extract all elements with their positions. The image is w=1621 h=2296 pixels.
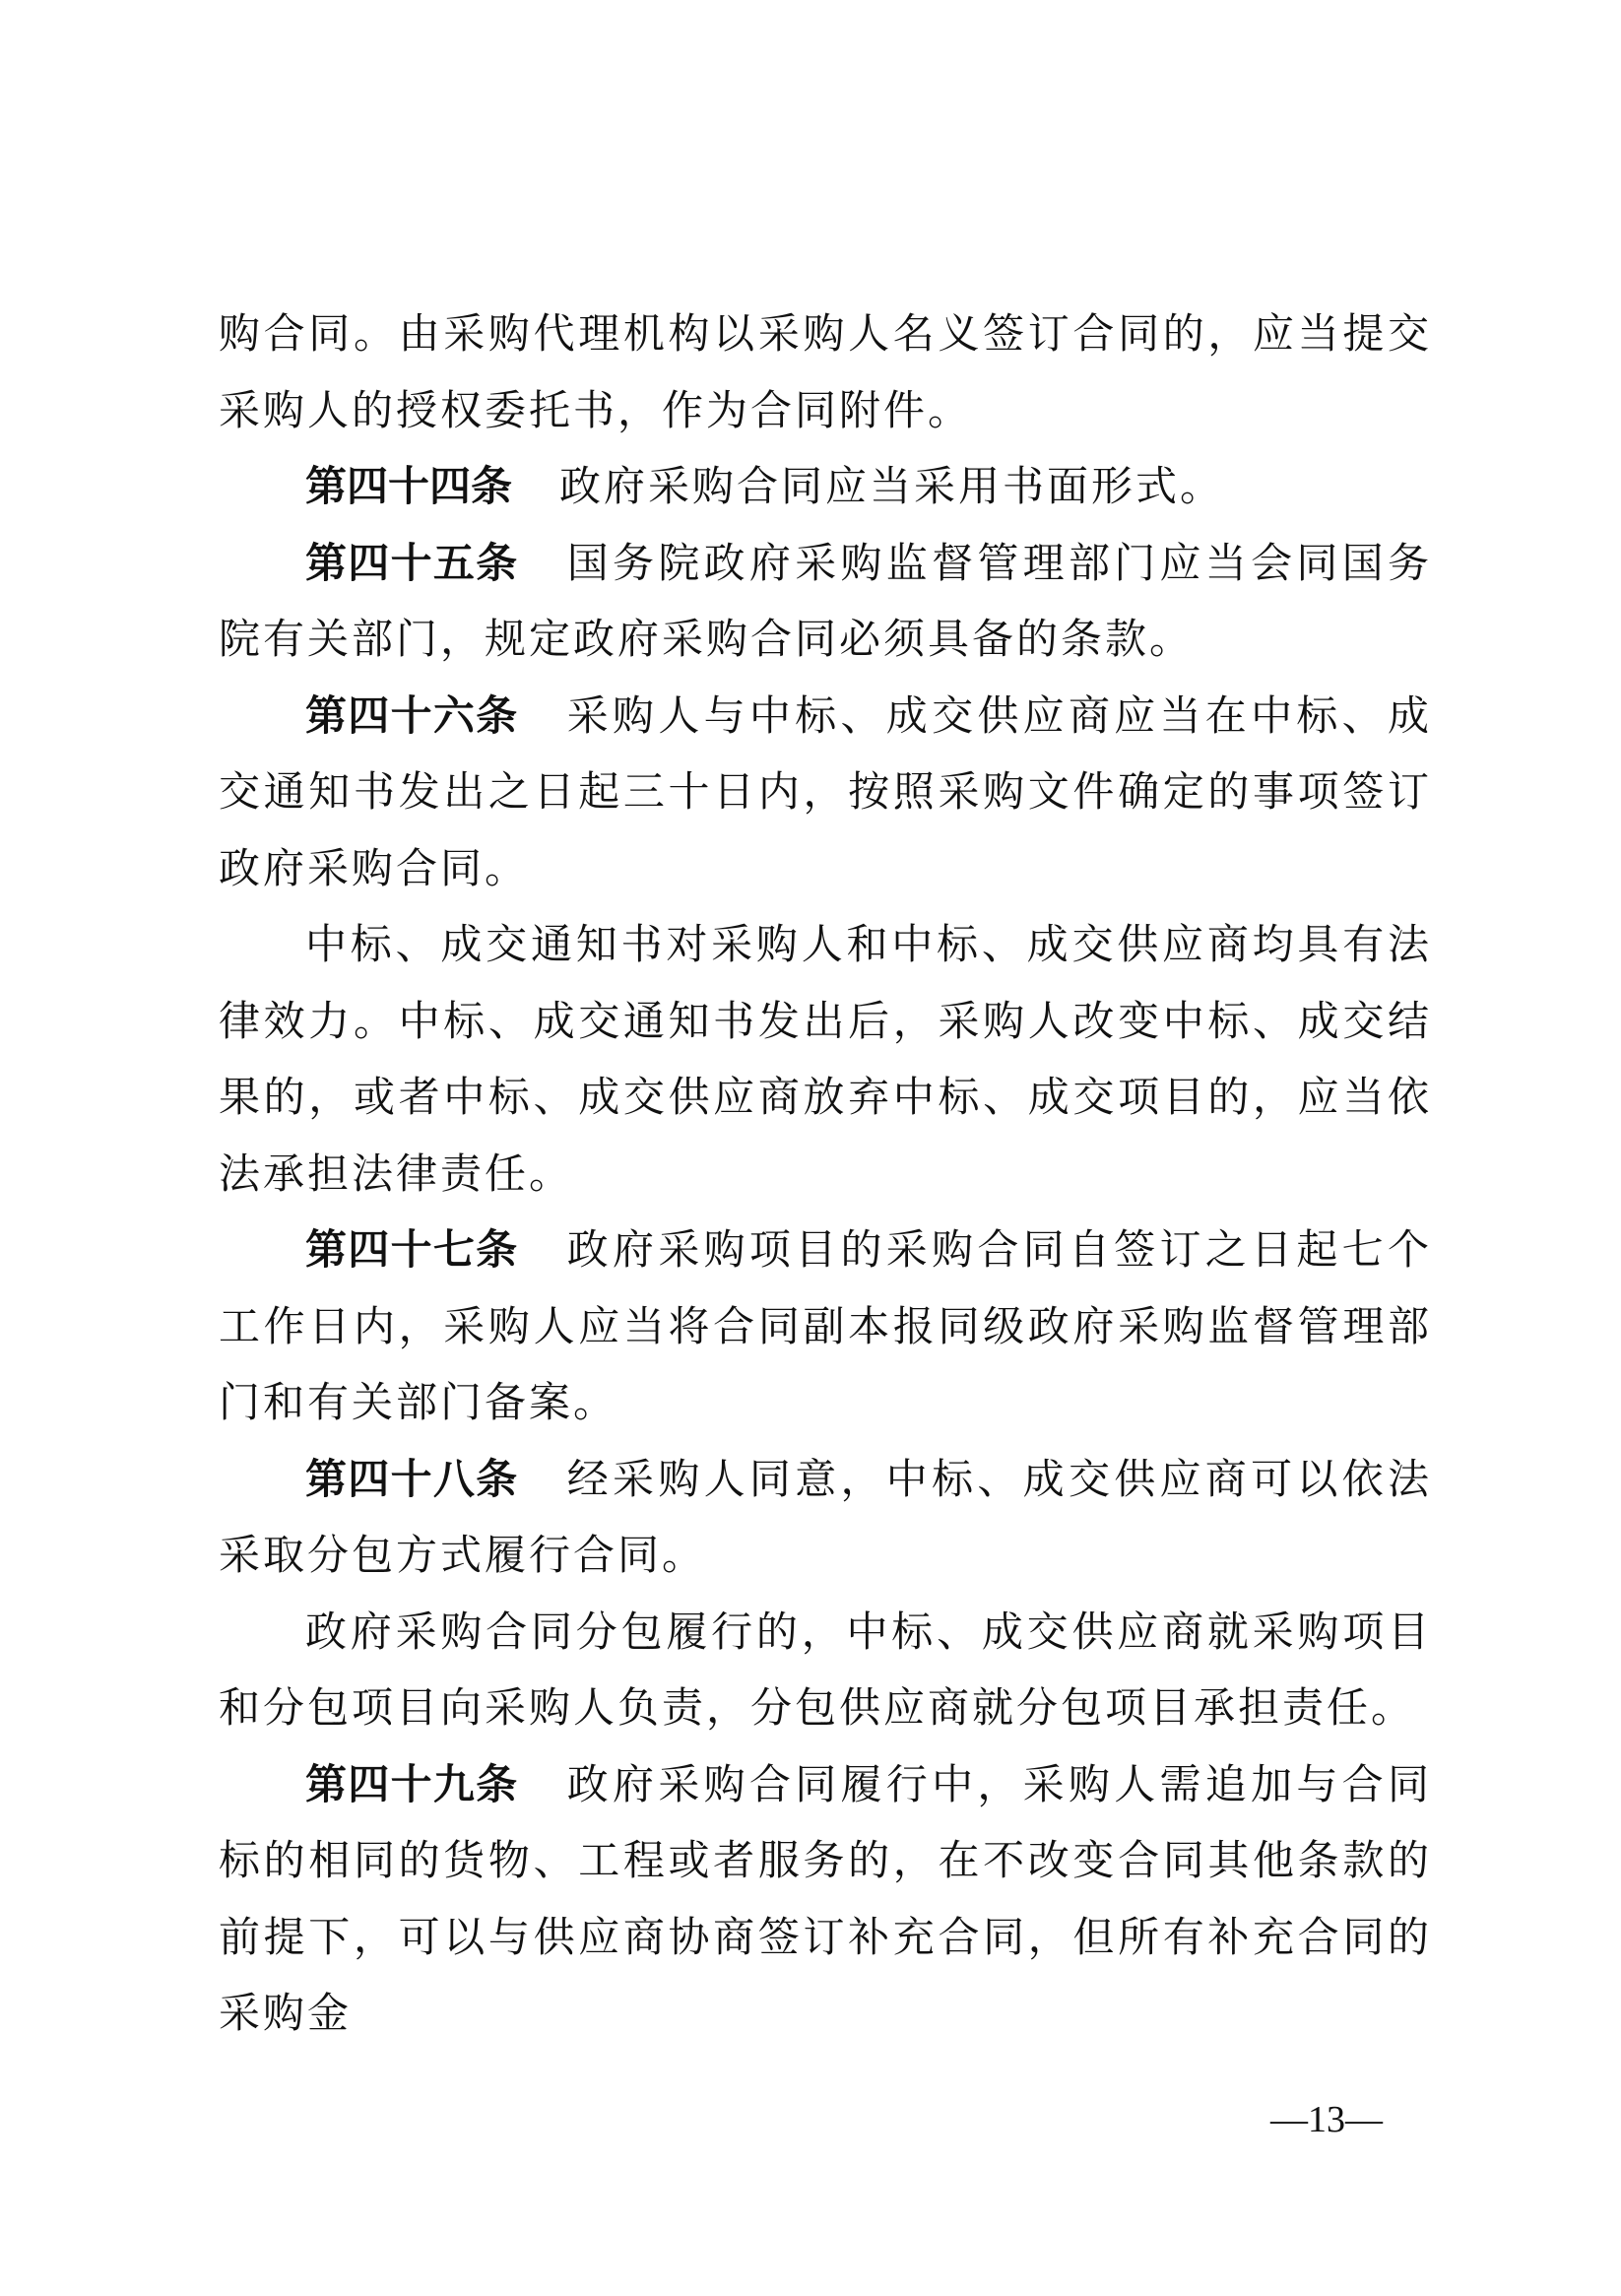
article-46 — [219, 678, 1432, 907]
article-text: 经采购人同意，中标、成交供应商可以依法采取分包方式履行合同。 — [219, 1454, 1432, 1579]
article-heading: 第四十五条 — [305, 538, 519, 587]
article-48 — [219, 1441, 1432, 1594]
paragraph-text: 中标、成交通知书对采购人和中标、成交供应商均具有法律效力。中标、成交通知书发出后，采购人改变中标、成交结果的，或者中标、成交供应商放弃中标、成交项目的，应当依法承担法律责任。 — [219, 920, 1432, 1198]
article-text: 采购人与中标、成交供应商应当在中标、成交通知书发出之日起三十日内，按照采购文件确定的事项签订政府采购合同。 — [219, 690, 1432, 892]
article-heading: 第四十八条 — [305, 1454, 519, 1503]
paragraph — [219, 1594, 1432, 1746]
paragraph-continuation — [219, 295, 1432, 448]
article-44 — [219, 448, 1432, 525]
article-text: 政府采购合同履行中，采购人需追加与合同标的相同的货物、工程或者服务的，在不改变合同其他条款的前提下，可以与供应商协商签订补充合同，但所有补充合同的采购金 — [219, 1759, 1432, 2037]
article-49 — [219, 1746, 1432, 2052]
article-47 — [219, 1212, 1432, 1441]
paragraph — [219, 906, 1432, 1212]
paragraph-text: 购合同。由采购代理机构以采购人名义签订合同的，应当提交采购人的授权委托书，作为合同附件。 — [219, 309, 1432, 434]
article-text: 政府采购合同应当采用书面形式。 — [559, 462, 1225, 510]
article-45 — [219, 525, 1432, 678]
article-heading: 第四十七条 — [305, 1225, 519, 1274]
article-text: 政府采购项目的采购合同自签订之日起七个工作日内，采购人应当将合同副本报同级政府采购监督管理部门和有关部门备案。 — [219, 1225, 1432, 1426]
article-heading: 第四十六条 — [305, 690, 519, 740]
paragraph-text: 政府采购合同分包履行的，中标、成交供应商就采购项目和分包项目向采购人负责，分包供应商就分包项目承担责任。 — [219, 1607, 1432, 1732]
page-number: —13— — [1270, 2099, 1383, 2140]
document-body — [219, 295, 1432, 2052]
article-heading: 第四十九条 — [305, 1759, 519, 1808]
article-heading: 第四十四条 — [305, 462, 513, 510]
article-text: 国务院政府采购监督管理部门应当会同国务院有关部门，规定政府采购合同必须具备的条款。 — [219, 538, 1432, 663]
